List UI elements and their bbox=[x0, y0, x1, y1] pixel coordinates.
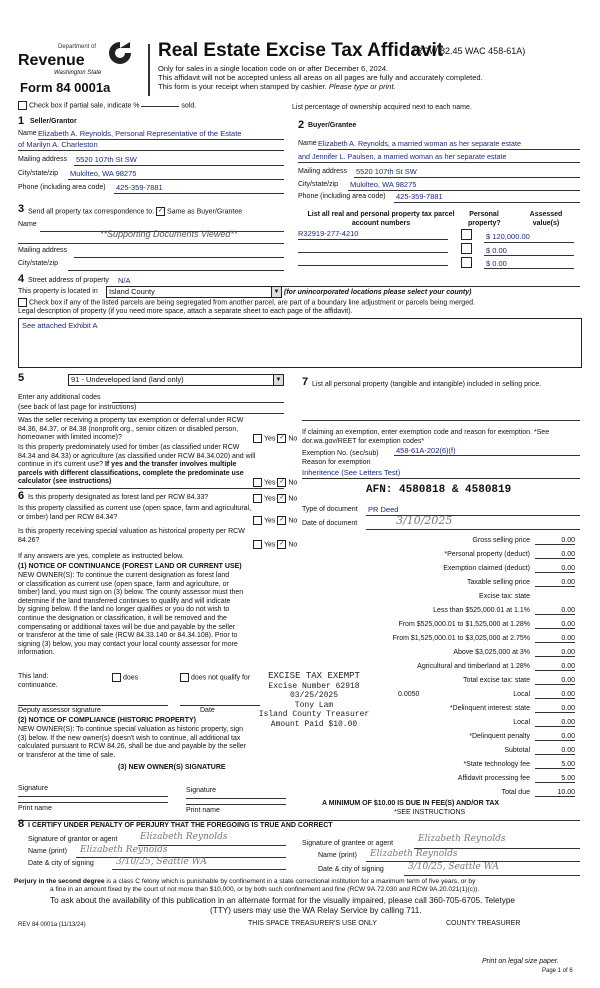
grantor-name[interactable]: Elizabeth Reynolds bbox=[80, 845, 168, 855]
perjury-line2: a fine in an amount fixed by the court of not more than $10,000, or by both such confinement and fine (RCW 9A.72.030 and RCW 9A.20.021(1)(c)). bbox=[50, 886, 480, 893]
section-7-num: 7 bbox=[302, 376, 309, 388]
seller-name-label: Name bbox=[18, 130, 37, 137]
assessed-value-3[interactable]: $ 0.00 bbox=[486, 259, 507, 268]
if-yes-note: If any answers are yes, complete as instructed below. bbox=[18, 553, 184, 560]
personal-property-label: List all personal property (tangible and intangible) included in selling price. bbox=[312, 381, 542, 388]
print-name-label-1: Print name bbox=[18, 805, 52, 812]
personal-checkbox-2[interactable] bbox=[461, 243, 472, 254]
seller-name-line2[interactable]: of Marilyn A. Charleston bbox=[18, 140, 98, 149]
grantor-date-label: Date & city of signing bbox=[28, 860, 94, 867]
delinquent-interest-value[interactable]: 0.00 bbox=[535, 705, 575, 713]
seller-city-value[interactable]: Mukilteo, WA 98275 bbox=[70, 169, 137, 178]
dept-state: Washington State bbox=[54, 70, 102, 76]
continuance-label: continuance. bbox=[18, 682, 58, 689]
tier2-label: From $525,000.01 to $1,525,000 at 1.28% bbox=[398, 621, 530, 628]
grantee-date-label: Date & city of signing bbox=[318, 866, 384, 873]
buyer-mailing-label: Mailing address bbox=[298, 168, 348, 175]
partial-sale-checkbox[interactable] bbox=[18, 101, 27, 110]
notice2-title: (2) NOTICE OF COMPLIANCE (HISTORIC PROPERTY) bbox=[18, 717, 196, 724]
local-interest-label: Local bbox=[513, 719, 530, 726]
parcel-list-heading: List all real and personal property tax parcel account numbers bbox=[307, 211, 455, 227]
header-line2: This affidavit will not be accepted unless all areas on all pages are fully and accurately completed. bbox=[158, 73, 483, 82]
local-label: Local bbox=[513, 691, 530, 698]
q2-no-checkbox[interactable] bbox=[277, 478, 286, 487]
grantee-signature[interactable]: Elizabeth Reynolds bbox=[418, 834, 506, 844]
total-excise-state-value[interactable]: 0.00 bbox=[535, 677, 575, 685]
notice1-body: NEW OWNER(S): To continue the current designation as forest land or classification as current use (open space, farm and agriculture, or timber) land, you must sign on (3) below. The county assessor must then determine if the land transferred continues to qualify and will indicate by signing below. If the land no longer qualifies or you do not wish to continue the designation or classification, it will be removed and the compensating or additional taxes will be due and payable by the seller or transferor at the time of sale (RCW 84.33.140 or 84.34.108). Prior to signing (3) below, you may contact your local county assessor for more information. bbox=[18, 572, 244, 657]
taxable-price-label: Taxable selling price bbox=[466, 579, 530, 586]
dept-name: Revenue bbox=[18, 52, 85, 69]
q6c-yes-no: Yes ✓ No bbox=[253, 540, 297, 549]
exemption-question: Was the seller receiving a property tax exemption or deferral under RCW 84.36, 84.37, or 84.38 (nonprofit org., senior citizen or disabled person, homeowner with limited income)? bbox=[18, 417, 244, 441]
tier2-value[interactable]: 0.00 bbox=[535, 621, 575, 629]
same-as-buyer-label: Same as Buyer/Grantee bbox=[167, 208, 243, 216]
q6a-no-checkbox[interactable] bbox=[277, 494, 286, 503]
processing-fee-value[interactable]: 5.00 bbox=[535, 775, 575, 783]
buyer-name-label: Name bbox=[298, 140, 317, 147]
county-select[interactable]: Island County ▼ bbox=[106, 286, 282, 298]
deputy-signature-label: Deputy assessor signature bbox=[18, 707, 101, 714]
q6b-yes-no: Yes ✓ No bbox=[253, 516, 297, 525]
land-use-select[interactable]: 91 - Undeveloped land (land only) ▼ bbox=[68, 374, 284, 386]
revenue-logo-icon bbox=[108, 40, 132, 66]
new-owner-signature-title: (3) NEW OWNER(S) SIGNATURE bbox=[118, 764, 226, 771]
agri-value[interactable]: 0.00 bbox=[535, 663, 575, 671]
grantee-date[interactable]: 3/10/25, Seattle WA bbox=[408, 862, 499, 872]
tier4-label: Above $3,025,000 at 3% bbox=[453, 649, 530, 656]
minimum-due-note: A MINIMUM OF $10.00 IS DUE IN FEE(S) AND/OR TAX bbox=[322, 800, 500, 807]
s3-name-label: Name bbox=[18, 221, 37, 228]
forest-question: Is this property designated as forest land per RCW 84.33? bbox=[28, 494, 209, 501]
current-use-question: Is this property classified as current use (open space, farm and agricultural, or timber) land per RCW 84.34? bbox=[18, 505, 252, 521]
chevron-down-icon: ▼ bbox=[271, 287, 281, 297]
seller-heading: Seller/Grantor bbox=[30, 118, 77, 125]
exemption-claim-label: If claiming an exemption, enter exemption code and reason for exemption. *See dor.wa.gov/REET for exemption codes* bbox=[302, 429, 550, 445]
personal-deduct-value[interactable]: 0.00 bbox=[535, 551, 575, 559]
print-name-label-2: Print name bbox=[186, 807, 220, 814]
seller-mailing-value[interactable]: 5520 107th St SW bbox=[76, 155, 137, 164]
notice1-title: (1) NOTICE OF CONTINUANCE (FOREST LAND OR CURRENT USE) bbox=[18, 563, 242, 570]
street-label: Street address of property bbox=[28, 277, 109, 284]
tier1-label: Less than $525,000.01 at 1.1% bbox=[433, 607, 530, 614]
q6b-yes-checkbox[interactable] bbox=[253, 516, 262, 525]
buyer-phone-value[interactable]: 425-359-7881 bbox=[396, 192, 443, 201]
total-due-value[interactable]: 10.00 bbox=[535, 789, 575, 797]
section-1-num: 1 bbox=[18, 115, 25, 127]
legal-description-text: See attached Exhibit A bbox=[22, 321, 98, 330]
doc-type-value[interactable]: PR Deed bbox=[368, 505, 399, 514]
agri-label: Agricultural and timberland at 1.28% bbox=[417, 663, 530, 670]
parcel-number-1[interactable]: R32919-277-4210 bbox=[298, 229, 359, 238]
buyer-phone-label: Phone (including area code) bbox=[298, 193, 386, 200]
q6b-no-checkbox[interactable] bbox=[277, 516, 286, 525]
title-ref: (RCW 82.45 WAC 458-61A) bbox=[413, 46, 526, 56]
print-legal-note: Print on legal size paper. bbox=[482, 958, 559, 965]
seller-city-label: City/state/zip bbox=[18, 170, 59, 177]
percent-note: List percentage of ownership acquired next to each name. bbox=[292, 104, 472, 111]
header-line1: Only for sales in a single location code on or after December 6, 2024. bbox=[158, 64, 389, 73]
alternate-format-line2: (TTY) users may use the WA Relay Service by calling 711. bbox=[210, 906, 422, 915]
buyer-heading: Buyer/Grantee bbox=[308, 122, 357, 129]
partial-sale-row bbox=[18, 101, 196, 110]
grantor-name-label: Name (print) bbox=[28, 848, 67, 855]
signature-label-1: Signature bbox=[18, 785, 48, 792]
grantor-signature[interactable]: Elizabeth Reynolds bbox=[140, 832, 228, 842]
grantee-name[interactable]: Elizabeth Reynolds bbox=[370, 849, 458, 859]
correspondence-label: Send all property tax correspondence to: bbox=[28, 208, 155, 216]
buyer-city-value[interactable]: Mukilteo, WA 98275 bbox=[350, 180, 417, 189]
section-4-num: 4 bbox=[18, 273, 25, 285]
local-rate: 0.0050 bbox=[398, 691, 420, 698]
assessed-value-1[interactable]: $ 120,000.00 bbox=[486, 232, 530, 241]
dept-small: Department of bbox=[58, 44, 97, 50]
correspondence-row bbox=[28, 207, 242, 216]
local-value[interactable]: 0.00 bbox=[535, 691, 575, 699]
doc-date-handwritten[interactable]: 3/10/2025 bbox=[396, 514, 453, 527]
doc-date-label: Date of document bbox=[302, 520, 358, 527]
legal-label: Legal description of property (if you need more space, attach a separate sheet to each page of the affidavit). bbox=[18, 308, 353, 315]
subtotal-label: Subtotal bbox=[504, 747, 530, 754]
grantor-signature-label: Signature of grantor or agent bbox=[28, 836, 118, 843]
q6c-yes-checkbox[interactable] bbox=[253, 540, 262, 549]
partial-sale-label: Check box if partial sale, indicate % bbox=[29, 102, 140, 110]
q1-yes-no: Yes ✓ No bbox=[253, 434, 297, 443]
additional-codes-label: Enter any additional codes bbox=[18, 394, 101, 401]
tier4-value[interactable]: 0.00 bbox=[535, 649, 575, 657]
q2-yes-no: Yes ✓ No bbox=[253, 478, 297, 487]
personal-deduct-label: *Personal property (deduct) bbox=[444, 551, 530, 558]
q1-no-checkbox[interactable] bbox=[277, 434, 286, 443]
section-2-num: 2 bbox=[298, 119, 305, 131]
personal-heading: Personal property? bbox=[468, 211, 501, 227]
seller-phone-label: Phone (including area code) bbox=[18, 184, 106, 191]
total-due-label: Total due bbox=[501, 789, 530, 796]
exemption-no-label: Exemption No. (sec/sub) bbox=[302, 450, 379, 457]
section-5-num: 5 bbox=[18, 372, 25, 384]
delinquent-interest-label: *Delinquent interest: state bbox=[449, 705, 530, 712]
segregated-row bbox=[18, 298, 475, 307]
treasurer-space-label: THIS SPACE TREASURER'S USE ONLY bbox=[248, 920, 377, 927]
local-interest-value[interactable]: 0.00 bbox=[535, 719, 575, 727]
seller-name-line1[interactable]: Elizabeth A. Reynolds, Personal Representative of the Estate bbox=[38, 129, 242, 138]
chevron-down-icon: ▼ bbox=[273, 375, 283, 385]
historic-question: Is this property receiving special valuation as historical property per RCW 84.26? bbox=[18, 528, 245, 544]
supporting-docs-note: **Supporting Documents Viewed** bbox=[100, 229, 238, 239]
subtotal-value[interactable]: 0.00 bbox=[535, 747, 575, 755]
buyer-name-line1[interactable]: Elizabeth A. Reynolds, a married woman as her separate estate bbox=[318, 139, 521, 148]
buyer-city-label: City/state/zip bbox=[298, 181, 339, 188]
tech-fee-label: *State technology fee bbox=[463, 761, 530, 768]
does-option: does bbox=[112, 673, 138, 682]
segregated-checkbox[interactable] bbox=[18, 298, 27, 307]
segregated-label: Check box if any of the listed parcels are being segregated from another parcel, are part of a boundary line adjustment or parcels being merged. bbox=[29, 299, 475, 307]
alternate-format-line1: To ask about the availability of this publication in an alternate format for the visually impaired, please call 360-705-6705. Teletype bbox=[50, 896, 515, 905]
see-back-label: (see back of last page for instructions) bbox=[18, 404, 137, 411]
afn-number: AFN: 4580818 & 4580819 bbox=[366, 484, 512, 496]
revision-label: REV 84 0001a (11/13/24) bbox=[18, 922, 86, 928]
personal-checkbox-3[interactable] bbox=[461, 257, 472, 268]
assessed-value-2[interactable]: $ 0.00 bbox=[486, 246, 507, 255]
doc-type-label: Type of document bbox=[302, 506, 358, 513]
certify-label: I CERTIFY UNDER PENALTY OF PERJURY THAT THE FOREGOING IS TRUE AND CORRECT bbox=[28, 822, 333, 829]
does-checkbox[interactable] bbox=[112, 673, 121, 682]
sold-label: sold. bbox=[181, 102, 197, 110]
s3-city-label: City/state/zip bbox=[18, 260, 59, 267]
section-3-num: 3 bbox=[18, 203, 25, 215]
grantee-signature-label: Signature of grantee or agent bbox=[302, 840, 394, 847]
q6a-yes-no: Yes ✓ No bbox=[253, 494, 297, 503]
this-land-label: This land: bbox=[18, 673, 49, 680]
exemption-no-value[interactable]: 458-61A-202(6)(f) bbox=[396, 446, 456, 455]
q2-yes-checkbox[interactable] bbox=[253, 478, 262, 487]
page-title: Real Estate Excise Tax Affidavit bbox=[158, 40, 444, 61]
seller-phone-value[interactable]: 425-359-7881 bbox=[116, 183, 163, 192]
q1-yes-checkbox[interactable] bbox=[253, 434, 262, 443]
q6c-no-checkbox[interactable] bbox=[277, 540, 286, 549]
header-line3: This form is your receipt when stamped by cashier. Please type or print. bbox=[158, 82, 396, 91]
tech-fee-value[interactable]: 5.00 bbox=[535, 761, 575, 769]
tier1-value[interactable]: 0.00 bbox=[535, 607, 575, 615]
buyer-mailing-value[interactable]: 5520 107th St SW bbox=[356, 167, 417, 176]
delinquent-penalty-label: *Delinquent penalty bbox=[469, 733, 530, 740]
total-excise-state-label: Total excise tax: state bbox=[463, 677, 530, 684]
taxable-price-value[interactable]: 0.00 bbox=[535, 579, 575, 587]
tier3-value[interactable]: 0.00 bbox=[535, 635, 575, 643]
seller-mailing-label: Mailing address bbox=[18, 156, 68, 163]
q6a-yes-checkbox[interactable] bbox=[253, 494, 262, 503]
form-number: Form 84 0001a bbox=[20, 80, 111, 95]
notice2-body: NEW OWNER(S): To continue special valuation as historic property, sign (3) below. If the new owner(s) doesn't wish to continue, all additional tax calculated pursuant to RCW 84.26, shall be due and payable by the seller or transferor at the time of sale. bbox=[18, 726, 247, 759]
personal-checkbox-1[interactable] bbox=[461, 229, 472, 240]
timber-question: Is this property predominately used for timber (as classified under RCW 84.34 and 84.33) or agriculture (as classified under RCW 84.34.020) and will continue in it's current use? If yes and the transfer involves multiple parcels with different classifications, complete the predominate use calculator (see instructions) bbox=[18, 444, 256, 485]
deputy-date-label: Date bbox=[200, 707, 215, 714]
reason-label: Reason for exemption bbox=[302, 459, 371, 466]
exempt-stamp: EXCISE TAX EXEMPT Excise Number 62918 03/25/2025 Tony Lam Island County Treasurer Amount Paid $10.00 bbox=[258, 671, 370, 729]
s3-mailing-label: Mailing address bbox=[18, 247, 68, 254]
assessed-heading: Assessed value(s) bbox=[529, 211, 563, 227]
processing-fee-label: Affidavit processing fee bbox=[457, 775, 530, 782]
located-label: This property is located in bbox=[18, 288, 98, 295]
buyer-name-line2[interactable]: and Jennifer L. Paulsen, a married woman as her separate estate bbox=[298, 152, 507, 161]
street-value[interactable]: N/A bbox=[118, 276, 131, 285]
county-treasurer-label: COUNTY TREASURER bbox=[446, 920, 521, 927]
section-8-num: 8 bbox=[18, 818, 25, 830]
excise-state-label: Excise tax: state bbox=[479, 593, 530, 600]
reason-value[interactable]: Inheritence (See Letters Test) bbox=[302, 468, 401, 477]
section-6-num: 6 bbox=[18, 490, 25, 502]
signature-label-2: Signature bbox=[186, 787, 216, 794]
exemption-deduct-value[interactable]: 0.00 bbox=[535, 565, 575, 573]
perjury-line1: Perjury in the second degree is a class C felony which is punishable by confinement in a state correctional institution for a maximum term of five years, or by bbox=[14, 878, 476, 885]
delinquent-penalty-value[interactable]: 0.00 bbox=[535, 733, 575, 741]
county-note: (for unincorporated locations please select your county) bbox=[284, 289, 472, 296]
gross-selling-label: Gross selling price bbox=[472, 537, 530, 544]
tier3-label: From $1,525,000.01 to $3,025,000 at 2.75% bbox=[392, 635, 530, 642]
same-as-buyer-checkbox[interactable] bbox=[156, 207, 165, 216]
exemption-deduct-label: Exemption claimed (deduct) bbox=[443, 565, 530, 572]
legal-description-box[interactable] bbox=[18, 318, 582, 368]
does-not-checkbox[interactable] bbox=[180, 673, 189, 682]
grantor-date[interactable]: 3/10/25, Seattle WA bbox=[116, 857, 207, 867]
page-number: Page 1 of 6 bbox=[542, 968, 573, 974]
does-not-option: does not qualify for bbox=[180, 673, 250, 682]
see-instructions-note: *SEE INSTRUCTIONS bbox=[394, 809, 466, 816]
gross-selling-value[interactable]: 0.00 bbox=[535, 537, 575, 545]
grantee-name-label: Name (print) bbox=[318, 852, 357, 859]
